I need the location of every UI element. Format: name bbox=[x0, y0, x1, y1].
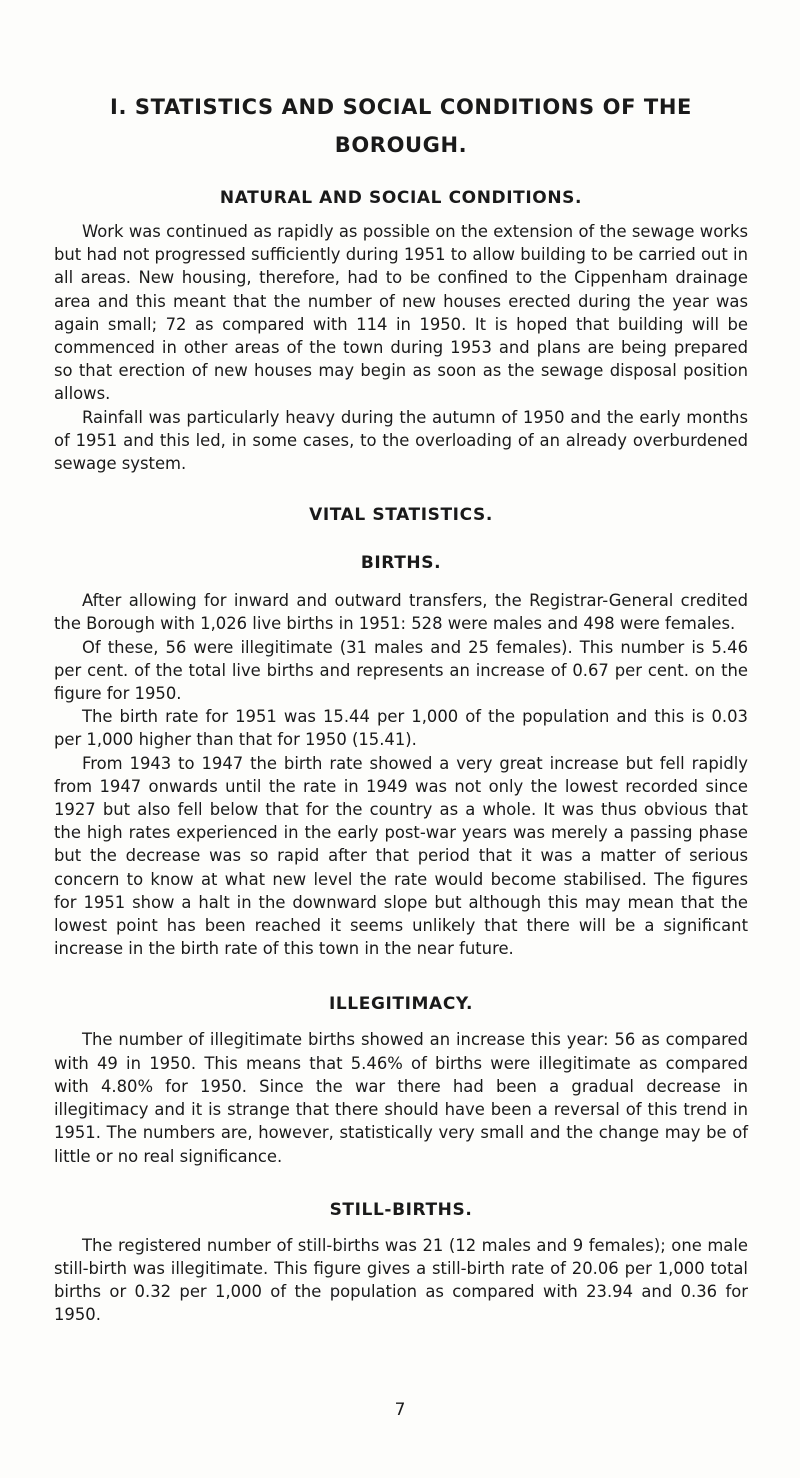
section-heading: BIRTHS. bbox=[360, 553, 442, 574]
section-illegitimacy bbox=[54, 994, 748, 1167]
paragraph: The birth rate for 1951 was 15.44 per 1,000 of the population and this is 0.03 per 1,000 higher than that for 1950 (15.41). bbox=[54, 707, 748, 750]
paragraph: Work was continued as rapidly as possible on the extension of the sewage works but had not progressed sufficiently during 1951 to allow building to be carried out in all areas. New housing, therefore, had to be confined to the Cippenham drainage area and this meant that the number of new houses erected during the year was again small; 72 as compared with 114 in 1950. It is hoped that building will be commenced in other areas of the town during 1953 and plans are being prepared so that erection of new houses may begin as soon as the sewage disposal position allows. bbox=[54, 222, 748, 404]
section-births bbox=[54, 553, 748, 960]
paragraph: Rainfall was particularly heavy during the autumn of 1950 and the early months of 1951 and this led, in some cases, to the overloading of an already overburdened sewage system. bbox=[54, 407, 748, 474]
section-natural-social-conditions bbox=[54, 188, 748, 475]
page-number: 7 bbox=[394, 1400, 406, 1420]
page-title: I. STATISTICS AND SOCIAL CONDITIONS OF THE BOROUGH. bbox=[110, 95, 692, 157]
paragraph: After allowing for inward and outward transfers, the Registrar-General credited the Borough with 1,026 live births in 1951: 528 were males and 498 were females. bbox=[54, 591, 748, 634]
section-heading: VITAL STATISTICS. bbox=[309, 505, 493, 526]
section-heading: ILLEGITIMACY. bbox=[328, 994, 474, 1015]
paragraph: The registered number of still-births was 21 (12 males and 9 females); one male still-birth was illegitimate. This figure gives a still-birth rate of 20.06 per 1,000 total births or 0.32 per 1,000 of the population as compared with 23.94 and 0.36 for 1950. bbox=[54, 1235, 748, 1325]
section-heading: STILL-BIRTHS. bbox=[329, 1199, 473, 1220]
section-heading: NATURAL AND SOCIAL CONDITIONS. bbox=[219, 188, 583, 208]
paragraph: The number of illegitimate births showed an increase this year: 56 as compared with 49 in 1950. This means that 5.46% of births were illegitimate as compared with 4.80% for 1950. Since the war there had been a gradual decrease in illegitimacy and it is strange that there should have been a reversal of this trend in 1951. The numbers are, however, statistically very small and the change may be of little or no real significance. bbox=[54, 1030, 748, 1166]
paragraph: From 1943 to 1947 the birth rate showed a very great increase but fell rapidly from 1947 onwards until the rate in 1949 was not only the lowest recorded since 1927 but also fell below that for the country as a whole. It was thus obvious that the high rates experienced in the early post-war years was merely a passing phase but the decrease was so rapid after that period that it was a matter of serious concern to know at what new level the rate would become stabilised. The figures for 1951 show a halt in the downward slope but although this may mean that the lowest point has been reached it seems unlikely that there will be a significant increase in the birth rate of this town in the near future. bbox=[54, 753, 748, 959]
section-still-births bbox=[54, 1200, 748, 1327]
paragraph: Of these, 56 were illegitimate (31 males and 25 females). This number is 5.46 per cent. of the total live births and represents an increase of 0.67 per cent. on the figure for 1950. bbox=[54, 637, 748, 704]
section-vital-statistics bbox=[54, 505, 748, 525]
